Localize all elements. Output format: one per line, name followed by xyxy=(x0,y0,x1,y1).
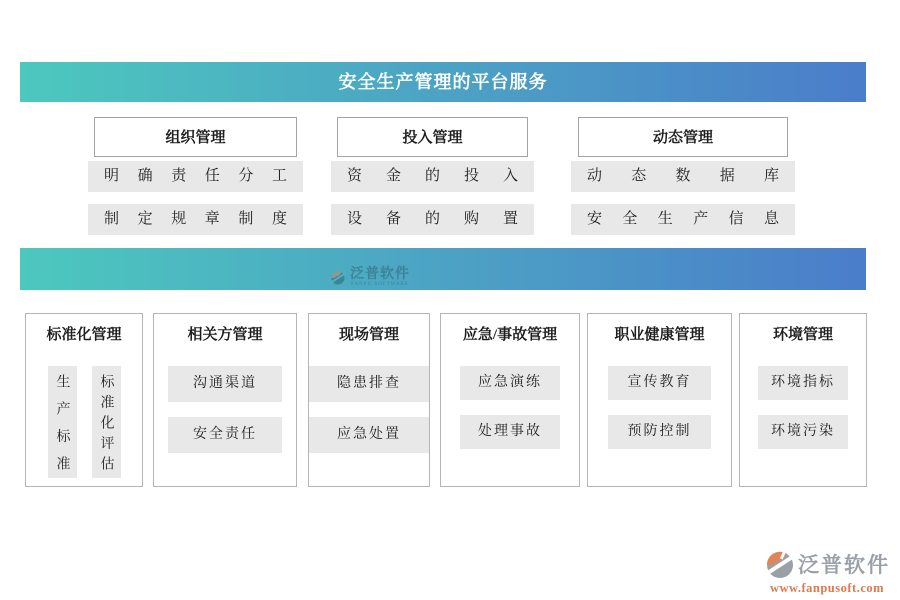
bottom-section-site xyxy=(308,313,430,487)
bottom-section-related-parties xyxy=(153,313,297,487)
section-title: 相关方管理 xyxy=(187,327,263,343)
banner xyxy=(20,62,866,102)
feature-item: 明确责任分工 xyxy=(88,161,303,192)
feature-item: 设备的购置 xyxy=(331,204,534,235)
section-title: 职业健康管理 xyxy=(614,327,705,343)
brand-name: 泛普软件 xyxy=(798,553,890,577)
feature-item: 环境指标 xyxy=(758,366,849,400)
feature-item: 隐患排查 xyxy=(309,366,429,402)
bottom-section-occupational-health xyxy=(587,313,732,487)
section-header-box xyxy=(337,117,528,157)
gradient-divider xyxy=(20,248,866,290)
section-header-box xyxy=(94,117,296,157)
watermark-logo-icon xyxy=(330,270,346,286)
section-title: 组织管理 xyxy=(165,130,226,146)
feature-item: 资金的投入 xyxy=(331,161,534,192)
feature-item: 处理事故 xyxy=(460,415,559,449)
section-title: 动态管理 xyxy=(652,130,713,146)
section-title: 投入管理 xyxy=(402,130,463,146)
top-section-organization xyxy=(88,117,303,235)
top-section-dynamic xyxy=(571,117,795,235)
vertical-items xyxy=(26,366,142,478)
feature-item: 沟通渠道 xyxy=(168,366,282,402)
feature-item-vertical: 生产标准 xyxy=(48,366,77,478)
section-header-box xyxy=(578,117,789,157)
fanpu-logo-icon xyxy=(764,549,796,581)
feature-item: 应急演练 xyxy=(460,366,559,400)
watermark-subtext: FANPU SOFTWARE xyxy=(351,282,409,287)
banner-title: 安全生产管理的平台服务 xyxy=(338,72,548,92)
section-title: 环境管理 xyxy=(772,327,833,343)
feature-item: 制定规章制度 xyxy=(88,204,303,235)
feature-item-vertical: 标准化评估 xyxy=(92,366,121,478)
watermark-text: 泛普软件 xyxy=(350,267,410,282)
bottom-section-emergency xyxy=(440,313,580,487)
feature-item: 应急处置 xyxy=(309,417,429,453)
section-title: 应急/事故管理 xyxy=(462,327,558,343)
feature-item: 预防控制 xyxy=(608,415,711,449)
feature-item: 动态数据库 xyxy=(571,161,795,192)
feature-item: 安全生产信息 xyxy=(571,204,795,235)
brand-url: www.fanpusoft.com xyxy=(769,581,885,595)
fanpu-brand xyxy=(764,549,890,596)
feature-item: 环境污染 xyxy=(758,415,849,449)
top-section-investment xyxy=(331,117,534,235)
feature-item: 安全责任 xyxy=(168,417,282,453)
feature-item: 宣传教育 xyxy=(608,366,711,400)
watermark xyxy=(330,267,410,288)
bottom-section-environment xyxy=(739,313,867,487)
section-title: 现场管理 xyxy=(338,327,399,343)
section-title: 标准化管理 xyxy=(46,327,122,343)
bottom-section-standardization xyxy=(25,313,143,487)
